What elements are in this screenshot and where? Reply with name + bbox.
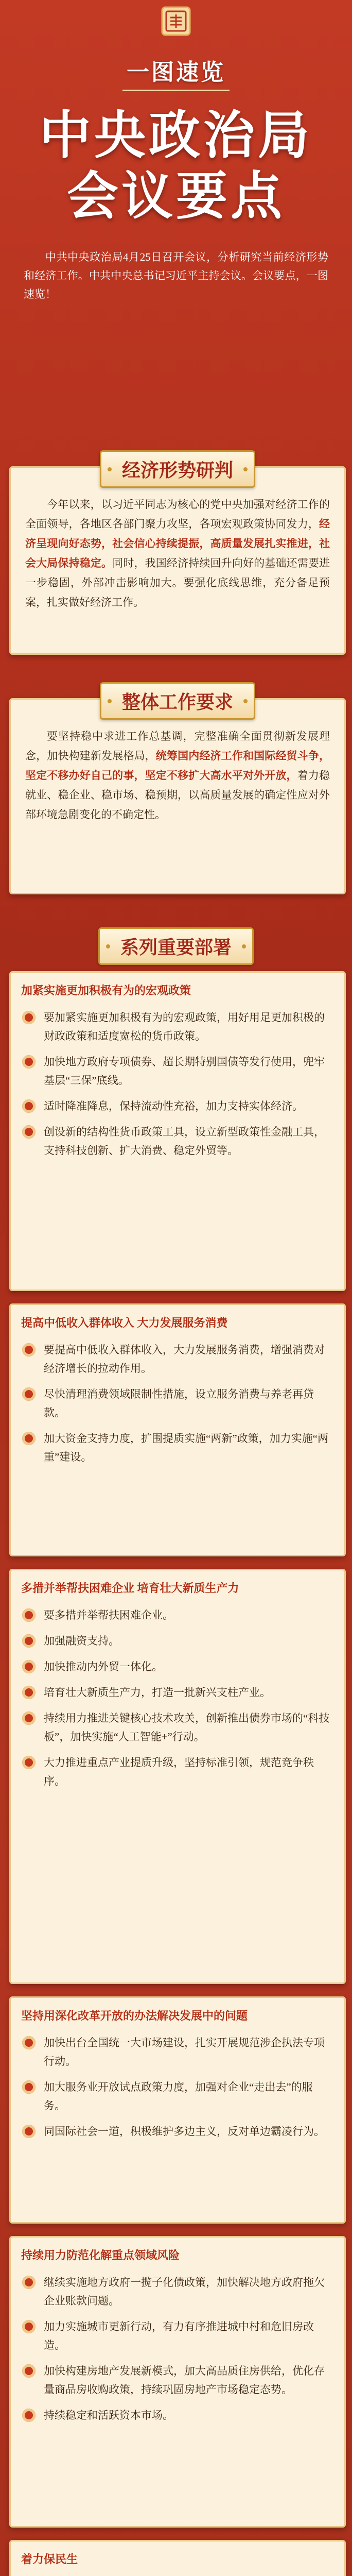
title-line-1: 中央政治局 [40, 107, 312, 164]
list-item [21, 2078, 333, 2115]
group-macro-policy [9, 971, 346, 1291]
group-title: 坚持用深化改革开放的办法解决发展中的问题 [21, 2009, 248, 2022]
list-item-text: 加快构建房地产发展新模式，加大高品质住房供给，优化存量商品房收购政策，持续巩固房地产市场稳定态势。 [44, 2365, 325, 2396]
bullet-icon [22, 2080, 36, 2094]
requirements-text-b: 着力稳就业、稳企业、稳市场、稳预期，以高质量发展的确定性应对外部环境急剧变化的不确定性。 [25, 769, 330, 821]
section-header-requirements: 整体工作要求 [100, 682, 255, 720]
list-item [21, 1753, 333, 1790]
list-item [21, 2362, 333, 2399]
list-item-text: 要加紧实施更加积极有为的宏观政策，用好用足更加积极的财政政策和适度宽松的货币政策。 [44, 1011, 325, 1042]
bullet-list [11, 1606, 344, 1790]
economy-text-a: 今年以来，以习近平同志为核心的党中央加强对经济工作的全面领导，各地区各部门聚力攻坚，各项宏观政策协同发力， [25, 498, 330, 530]
list-item-text: 尽快清理消费领域限制性措施，设立服务消费与养老再贷款。 [44, 1388, 314, 1419]
list-item [21, 1097, 333, 1115]
economy-text-highlight: 经济呈现向好态势，社会信心持续提振，高质量发展扎实推进，社会大局保持稳定。 [25, 518, 330, 569]
bullet-icon [22, 1634, 36, 1648]
list-item [21, 2033, 333, 2071]
list-item [21, 2317, 333, 2354]
list-item-text: 创设新的结构性货币政策工具，设立新型政策性金融工具，支持科技创新、扩大消费、稳定外贸等。 [44, 1126, 325, 1157]
list-item-text: 加快推动内外贸一体化。 [44, 1660, 163, 1673]
kicker [0, 54, 352, 91]
list-item [21, 1606, 333, 1624]
bullet-icon [22, 2276, 36, 2289]
bullet-icon [22, 1125, 36, 1139]
bullet-icon [22, 1660, 36, 1673]
list-item-text: 加大资金支持力度，扩围提质实施“两新”政策，加力实施“两重”建设。 [44, 1432, 328, 1463]
bullet-icon [22, 1011, 36, 1024]
list-item-text: 加快出台全国统一大市场建设，扎实开展规范涉企执法专项行动。 [44, 2037, 325, 2067]
group-title: 着力保民生 [21, 2553, 78, 2566]
intro-text: 中共中央政治局4月25日召开会议，分析研究当前经济形势和经济工作。中共中央总书记习近平主持会议。会议要点，一图速览！ [24, 251, 328, 300]
bullet-icon [22, 1387, 36, 1401]
bullet-icon [22, 2364, 36, 2378]
bullet-icon [22, 1343, 36, 1357]
list-item-text: 同国际社会一道，积极维护多边主义，反对单边霸凌行为。 [44, 2125, 325, 2138]
list-item [21, 1341, 333, 1378]
bullet-list [11, 1008, 344, 1160]
list-item [21, 1008, 333, 1045]
list-item [21, 1123, 333, 1160]
list-item-text: 继续实施地方政府一揽子化债政策，加快解决地方政府拖欠企业账款问题。 [44, 2276, 325, 2307]
list-item [21, 1709, 333, 1746]
section-economy-text [11, 468, 344, 612]
header [0, 0, 352, 303]
section-header-economy: 经济形势研判 [100, 450, 255, 488]
requirements-text-a: 要坚持稳中求进工作总基调，完整准确全面贯彻新发展理念，加快构建新发展格局， [25, 730, 330, 762]
section-requirements-card [9, 692, 346, 894]
bullet-list [11, 2273, 344, 2425]
bullet-icon [22, 2125, 36, 2138]
list-item-text: 适时降准降息，保持流动性充裕，加力支持实体经济。 [44, 1100, 303, 1112]
bullet-icon [22, 1711, 36, 1725]
bullet-icon [22, 2320, 36, 2333]
list-item-text: 要多措并举帮扶困难企业。 [44, 1609, 173, 1621]
group-title: 持续用力防范化解重点领域风险 [21, 2249, 180, 2262]
list-item-text: 大力推进重点产业提质升级，坚持标准引领，规范竞争秩序。 [44, 1756, 314, 1787]
list-item-text: 加快地方政府专项债券、超长期特别国债等发行使用，兜牢基层“三保”底线。 [44, 1056, 325, 1087]
list-item-text: 培育壮大新质生产力，打造一批新兴支柱产业。 [44, 1686, 271, 1699]
list-item [21, 2406, 333, 2425]
list-item [21, 2273, 333, 2310]
bullet-list [11, 1341, 344, 1466]
kicker-text: 一图速览 [122, 54, 230, 91]
requirements-text-highlight: 统筹国内经济工作和国际经贸斗争，坚定不移办好自己的事，坚定不移扩大高水平对外开放， [25, 750, 330, 782]
group-title: 多措并举帮扶困难企业 培育壮大新质生产力 [21, 1582, 239, 1595]
seal-icon [158, 0, 194, 39]
list-item-text: 加强融资支持。 [44, 1635, 119, 1647]
group-title: 加紧实施更加积极有为的宏观政策 [21, 984, 191, 997]
bullet-icon [22, 1608, 36, 1622]
group-livelihood [9, 2540, 346, 2576]
list-item-text: 加大服务业开放试点政策力度，加强对企业“走出去”的服务。 [44, 2081, 313, 2112]
list-item [21, 1429, 333, 1466]
economy-text-b: 同时，我国经济持续回升向好的基础还需要进一步稳固，外部冲击影响加大。要强化底线思维，充分备足预案，扎实做好经济工作。 [25, 557, 330, 608]
bullet-icon [22, 1756, 36, 1769]
list-item [21, 1053, 333, 1090]
section-economy-card [9, 460, 346, 655]
title-line-2: 会议要点 [67, 168, 285, 225]
bullet-icon [22, 1099, 36, 1113]
list-item-text: 持续用力推进关键核心技术攻关，创新推出债券市场的“科技板”，加快实施“人工智能+”行动。 [44, 1712, 330, 1743]
list-item [21, 1683, 333, 1702]
bullet-list [11, 2033, 344, 2141]
list-item-text: 持续稳定和活跃资本市场。 [44, 2409, 173, 2421]
bullet-icon [22, 1686, 36, 1699]
list-item-text: 要提高中低收入群体收入，大力发展服务消费，增强消费对经济增长的拉动作用。 [44, 1344, 325, 1375]
bullet-icon [22, 1432, 36, 1445]
list-item [21, 1657, 333, 1676]
group-risk-prevention [9, 2236, 346, 2528]
group-consumption [9, 1303, 346, 1556]
list-item [21, 2122, 333, 2141]
page-title [0, 106, 352, 227]
section-header-deployments: 系列重要部署 [98, 927, 254, 965]
bullet-icon [22, 1055, 36, 1069]
group-reform-opening [9, 1996, 346, 2224]
bullet-icon [22, 2036, 36, 2049]
list-item [21, 1632, 333, 1650]
bullet-icon [22, 2409, 36, 2422]
list-item [21, 1385, 333, 1422]
list-item-text: 加力实施城市更新行动，有力有序推进城中村和危旧房改造。 [44, 2320, 314, 2351]
section-deployments-card [9, 927, 343, 958]
group-enterprise-support [9, 1569, 346, 1984]
group-title: 提高中低收入群体收入 大力发展服务消费 [21, 1316, 228, 1329]
